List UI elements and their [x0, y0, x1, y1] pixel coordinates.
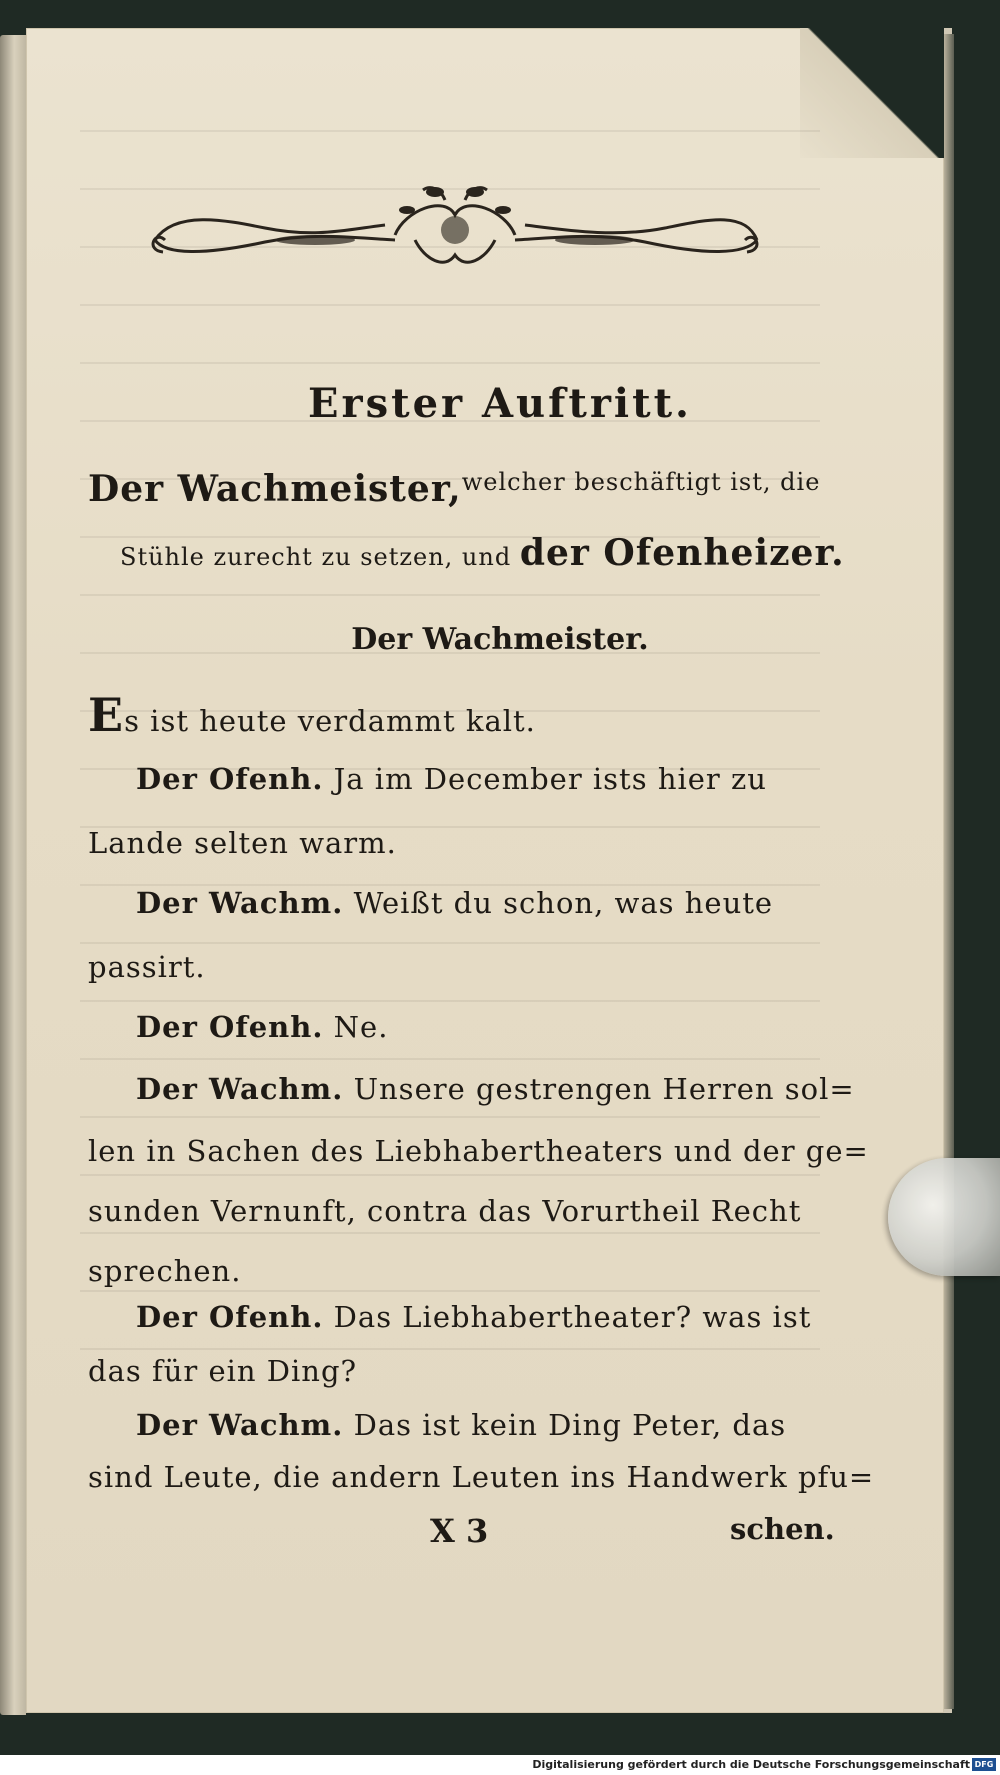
page-edge-shadow: [944, 34, 954, 1709]
funding-credit: Digitalisierung gefördert durch die Deutsche Forschungsgemeinschaft: [532, 1758, 970, 1771]
dfg-logo-icon: DFG: [972, 1758, 996, 1771]
speaker-label: Der Ofenh.: [136, 1010, 324, 1044]
dialogue-line: [136, 886, 818, 920]
line-text: Weißt du schon, was heute: [353, 886, 774, 920]
line-text: Das Liebhabertheater? was ist: [333, 1300, 812, 1334]
dialogue-line: sprechen.: [88, 1254, 242, 1288]
speaker-label: Der Wachm.: [136, 1408, 344, 1442]
drop-cap: E: [88, 688, 125, 742]
line-text: Unsere gestrengen Herren sol=: [353, 1072, 855, 1106]
stage-direction-text: Stühle zurecht zu setzen, und: [120, 543, 512, 571]
dialogue-line: [136, 762, 818, 796]
speaker-label: Der Ofenh.: [136, 1300, 324, 1334]
dialogue-line: [88, 688, 818, 742]
line-text: Ja im December ists hier zu: [333, 762, 767, 796]
dialogue-line: passirt.: [88, 950, 206, 984]
dialogue-line: [136, 1300, 818, 1334]
decorative-ornament: [145, 180, 765, 290]
stage-direction-line-2: [120, 532, 850, 574]
dialogue-line: [136, 1408, 818, 1442]
catchword: schen.: [730, 1512, 835, 1546]
corner-fold: [800, 28, 944, 158]
speaker-label: Der Wachm.: [136, 1072, 344, 1106]
character-name-wachmeister: Der Wachmeister,: [88, 468, 462, 510]
speaker-heading: Der Wachmeister.: [351, 622, 649, 657]
dialogue-line: sunden Vernunft, contra das Vorurtheil Recht: [88, 1194, 802, 1228]
dialogue-line: [136, 1072, 855, 1106]
line-text: Das ist kein Ding Peter, das: [353, 1408, 787, 1442]
stage-direction-text: welcher beschäftigt ist, die: [461, 468, 821, 496]
scene-heading: Erster Auftritt.: [308, 380, 692, 427]
page-clip: [888, 1158, 1000, 1276]
line-text: s ist heute verdammt kalt.: [124, 704, 536, 738]
stage-direction-line-1: [88, 468, 821, 510]
dialogue-line: sind Leute, die andern Leuten ins Handwerk pfu=: [88, 1460, 875, 1494]
dialogue-line: len in Sachen des Liebhabertheaters und der ge=: [88, 1134, 869, 1168]
dialogue-line: [136, 1010, 818, 1044]
line-text: Ne.: [333, 1010, 389, 1044]
speaker-label: Der Wachm.: [136, 886, 344, 920]
previous-page-edge: [0, 35, 26, 1715]
character-name-ofenheizer: der Ofenheizer.: [519, 532, 845, 574]
dialogue-line: das für ein Ding?: [88, 1354, 358, 1388]
signature-mark: X 3: [430, 1512, 489, 1550]
dialogue-line: Lande selten warm.: [88, 826, 397, 860]
speaker-label: Der Ofenh.: [136, 762, 324, 796]
